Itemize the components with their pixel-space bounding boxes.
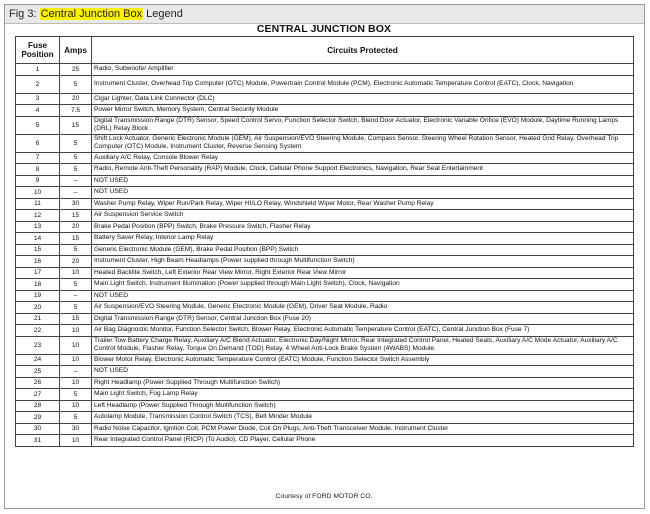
table-row [16, 279, 634, 291]
circuits-cell: Trailer Tow Battery Charge Relay, Auxiliary A/C Blend Actuator, Electronic Day/Night Mirror, Rear Integrated Control Panel, Heated Seats, Auxiliary A/C Mode Actuator, Auxiliary A/C Control Module, Flasher Relay, Torque On Demand (TOD) Relay, 4 Wheel Anti-Lock Brake System (4WABS) Module [92, 336, 634, 354]
table-row [16, 244, 634, 256]
fuse-position-cell: 22 [16, 325, 60, 337]
header-amps: Amps [60, 37, 92, 64]
amps-cell: 5 [60, 164, 92, 176]
fuse-position-cell: 28 [16, 400, 60, 412]
amps-cell: 5 [60, 134, 92, 152]
circuits-cell: Blower Motor Relay, Electronic Automatic Temperature Control (EATC) Module, Function Selector Switch Assembly [92, 354, 634, 366]
amps-cell: 30 [60, 198, 92, 210]
fuse-position-cell: 8 [16, 164, 60, 176]
fuse-position-cell: 7 [16, 152, 60, 164]
amps-cell: 15 [60, 210, 92, 222]
table-row [16, 164, 634, 176]
circuits-cell: Radio, Subwoofer Amplifier [92, 64, 634, 76]
fuse-position-cell: 1 [16, 64, 60, 76]
table-row [16, 233, 634, 245]
table-row [16, 187, 634, 199]
table-row [16, 93, 634, 105]
amps-cell: 10 [60, 336, 92, 354]
circuits-cell: Radio, Remote Anti-Theft Personality (RAP) Module, Clock, Cellular Phone Support Electronics, Navigation, Rear Seat Entertainment [92, 164, 634, 176]
circuits-cell: Auxiliary A/C Relay, Console Blower Relay [92, 152, 634, 164]
circuits-cell: Instrument Cluster, Overhead Trip Computer (OTC) Module, Powertrain Control Module (PCM), Electronic Automatic Temperature Control (EATC), Clock, Navigation [92, 75, 634, 93]
amps-cell: 10 [60, 435, 92, 447]
fuse-position-cell: 10 [16, 187, 60, 199]
amps-cell: 20 [60, 256, 92, 268]
figure-caption [5, 5, 644, 24]
amps-cell: 15 [60, 233, 92, 245]
amps-cell: 5 [60, 302, 92, 314]
amps-cell: 5 [60, 152, 92, 164]
table-row [16, 134, 634, 152]
circuits-cell: Generic Electronic Module (GEM), Brake Pedal Position (BPP) Switch [92, 244, 634, 256]
fuse-position-cell: 18 [16, 279, 60, 291]
circuits-cell: Left Headlamp (Power Supplied Through Multifunction Switch) [92, 400, 634, 412]
circuits-cell: Main Light Switch, Fog Lamp Relay [92, 389, 634, 401]
amps-cell: 15 [60, 116, 92, 134]
fuse-position-cell: 6 [16, 134, 60, 152]
table-row [16, 412, 634, 424]
table-row [16, 256, 634, 268]
circuits-cell: Shift Lock Actuator, Generic Electronic Module (GEM), Air Suspension/EVO Steering Module, Compass Sensor, Steering Wheel Rotation Sensor, Heated Grid Relay, Overhead Trip Computer (OTC) Module, Instrument Cluster, Reverse Sensing System [92, 134, 634, 152]
amps-cell: – [60, 366, 92, 378]
table-row [16, 423, 634, 435]
circuits-cell: Right Headlamp (Power Supplied Through Multifunction Switch) [92, 377, 634, 389]
table-row [16, 313, 634, 325]
table-row [16, 152, 634, 164]
amps-cell: – [60, 290, 92, 302]
fuse-position-cell: 27 [16, 389, 60, 401]
fuse-table [15, 36, 634, 447]
circuits-cell: Cigar Lighter, Data Link Connector (DLC) [92, 93, 634, 105]
fuse-table-body [16, 64, 634, 447]
table-row [16, 105, 634, 117]
amps-cell: 5 [60, 244, 92, 256]
fuse-position-cell: 9 [16, 175, 60, 187]
table-row [16, 325, 634, 337]
circuits-cell: Rear Integrated Control Panel (RICP) (To Audio), CD Player, Cellular Phone [92, 435, 634, 447]
amps-cell: – [60, 175, 92, 187]
table-row [16, 366, 634, 378]
table-row [16, 400, 634, 412]
fuse-position-cell: 15 [16, 244, 60, 256]
table-row [16, 336, 634, 354]
fuse-position-cell: 26 [16, 377, 60, 389]
circuits-cell: Radio Noise Capacitor, Ignition Coil, PCM Power Diode, Coil On Plugs, Anti-Theft Transceiver Module, Instrument Cluster [92, 423, 634, 435]
circuits-cell: Instrument Cluster, High Beam Headlamps (Power supplied through Multifunction Switch) [92, 256, 634, 268]
header-fuse-position [16, 37, 60, 64]
amps-cell: 20 [60, 93, 92, 105]
table-row [16, 75, 634, 93]
fuse-position-cell: 19 [16, 290, 60, 302]
table-row [16, 175, 634, 187]
table-row [16, 210, 634, 222]
amps-cell: 10 [60, 325, 92, 337]
circuits-cell: Main Light Switch, Instrument Illumination (Power supplied through Main Light Switch), Clock, Navigation [92, 279, 634, 291]
table-row [16, 389, 634, 401]
amps-cell: 25 [60, 64, 92, 76]
fuse-position-cell: 23 [16, 336, 60, 354]
fuse-position-cell: 14 [16, 233, 60, 245]
circuits-cell: Air Suspension/EVO Steering Module, Generic Electronic Module (GEM), Driver Seat Module, Radio [92, 302, 634, 314]
table-row [16, 354, 634, 366]
table-row [16, 302, 634, 314]
amps-cell: 10 [60, 400, 92, 412]
fuse-position-cell: 20 [16, 302, 60, 314]
table-row [16, 64, 634, 76]
circuits-cell: Air Bag Diagnostic Monitor, Function Selector Switch, Blower Relay, Electronic Automatic Temperature Control (EATC), Central Junction Box (Fuse 7) [92, 325, 634, 337]
fuse-position-cell: 17 [16, 267, 60, 279]
caption-prefix: Fig 3: [9, 8, 40, 20]
caption-suffix: Legend [143, 8, 183, 20]
table-row [16, 377, 634, 389]
circuits-cell: Air Suspension Service Switch [92, 210, 634, 222]
circuits-cell: NOT USED [92, 290, 634, 302]
amps-cell: 5 [60, 389, 92, 401]
circuits-cell: NOT USED [92, 366, 634, 378]
table-row [16, 116, 634, 134]
table-row [16, 435, 634, 447]
table-row [16, 198, 634, 210]
circuits-cell: NOT USED [92, 175, 634, 187]
header-row [16, 37, 634, 64]
circuits-cell: Brake Pedal Position (BPP) Switch, Brake Pressure Switch, Flasher Relay [92, 221, 634, 233]
amps-cell: 10 [60, 377, 92, 389]
amps-cell: 30 [60, 423, 92, 435]
amps-cell: 10 [60, 267, 92, 279]
amps-cell: 10 [60, 354, 92, 366]
amps-cell: – [60, 187, 92, 199]
fuse-position-cell: 11 [16, 198, 60, 210]
circuits-cell: Digital Transmission Range (DTR) Sensor, Speed Control Servo, Function Selector Switch, Blend Door Actuator, Electronic Variable Orifice (EVO) Module, Daytime Running Lamps (DRL) Relay Block [92, 116, 634, 134]
circuits-cell: Digital Transmission Range (DTR) Sensor, Central Junction Box (Fuse 20) [92, 313, 634, 325]
circuits-cell: Autolamp Module, Transmission Control Switch (TCS), Belt Minder Module [92, 412, 634, 424]
fuse-position-cell: 13 [16, 221, 60, 233]
fuse-position-cell: 2 [16, 75, 60, 93]
table-row [16, 290, 634, 302]
header-fuse-line2: Position [21, 50, 54, 59]
fuse-position-cell: 29 [16, 412, 60, 424]
fuse-position-cell: 16 [16, 256, 60, 268]
amps-cell: 20 [60, 221, 92, 233]
fuse-position-cell: 4 [16, 105, 60, 117]
header-fuse-line1: Fuse [27, 41, 48, 50]
fuse-position-cell: 21 [16, 313, 60, 325]
fuse-position-cell: 30 [16, 423, 60, 435]
circuits-cell: NOT USED [92, 187, 634, 199]
fuse-position-cell: 5 [16, 116, 60, 134]
fuse-position-cell: 12 [16, 210, 60, 222]
fuse-position-cell: 25 [16, 366, 60, 378]
courtesy-note: Courtesy of FORD MOTOR CO. [275, 493, 373, 500]
page-title: CENTRAL JUNCTION BOX [256, 23, 392, 35]
fuse-position-cell: 31 [16, 435, 60, 447]
circuits-cell: Heated Backlite Switch, Left Exterior Rear View Mirror, Right Exterior Rear View Mirror [92, 267, 634, 279]
fuse-position-cell: 24 [16, 354, 60, 366]
circuits-cell: Power Mirror Switch, Memory System, Central Security Module [92, 105, 634, 117]
amps-cell: 5 [60, 412, 92, 424]
header-circuits: Circuits Protected [92, 37, 634, 64]
fuse-position-cell: 3 [16, 93, 60, 105]
circuits-cell: Washer Pump Relay, Wiper Run/Park Relay, Wiper HI/LO Relay, Windshield Wiper Motor, Rear Washer Pump Relay [92, 198, 634, 210]
table-row [16, 267, 634, 279]
amps-cell: 7.5 [60, 105, 92, 117]
amps-cell: 15 [60, 313, 92, 325]
caption-highlight: Central Junction Box [40, 8, 143, 20]
circuits-cell: Battery Saver Relay, Interior Lamp Relay [92, 233, 634, 245]
amps-cell: 5 [60, 75, 92, 93]
table-row [16, 221, 634, 233]
amps-cell: 5 [60, 279, 92, 291]
